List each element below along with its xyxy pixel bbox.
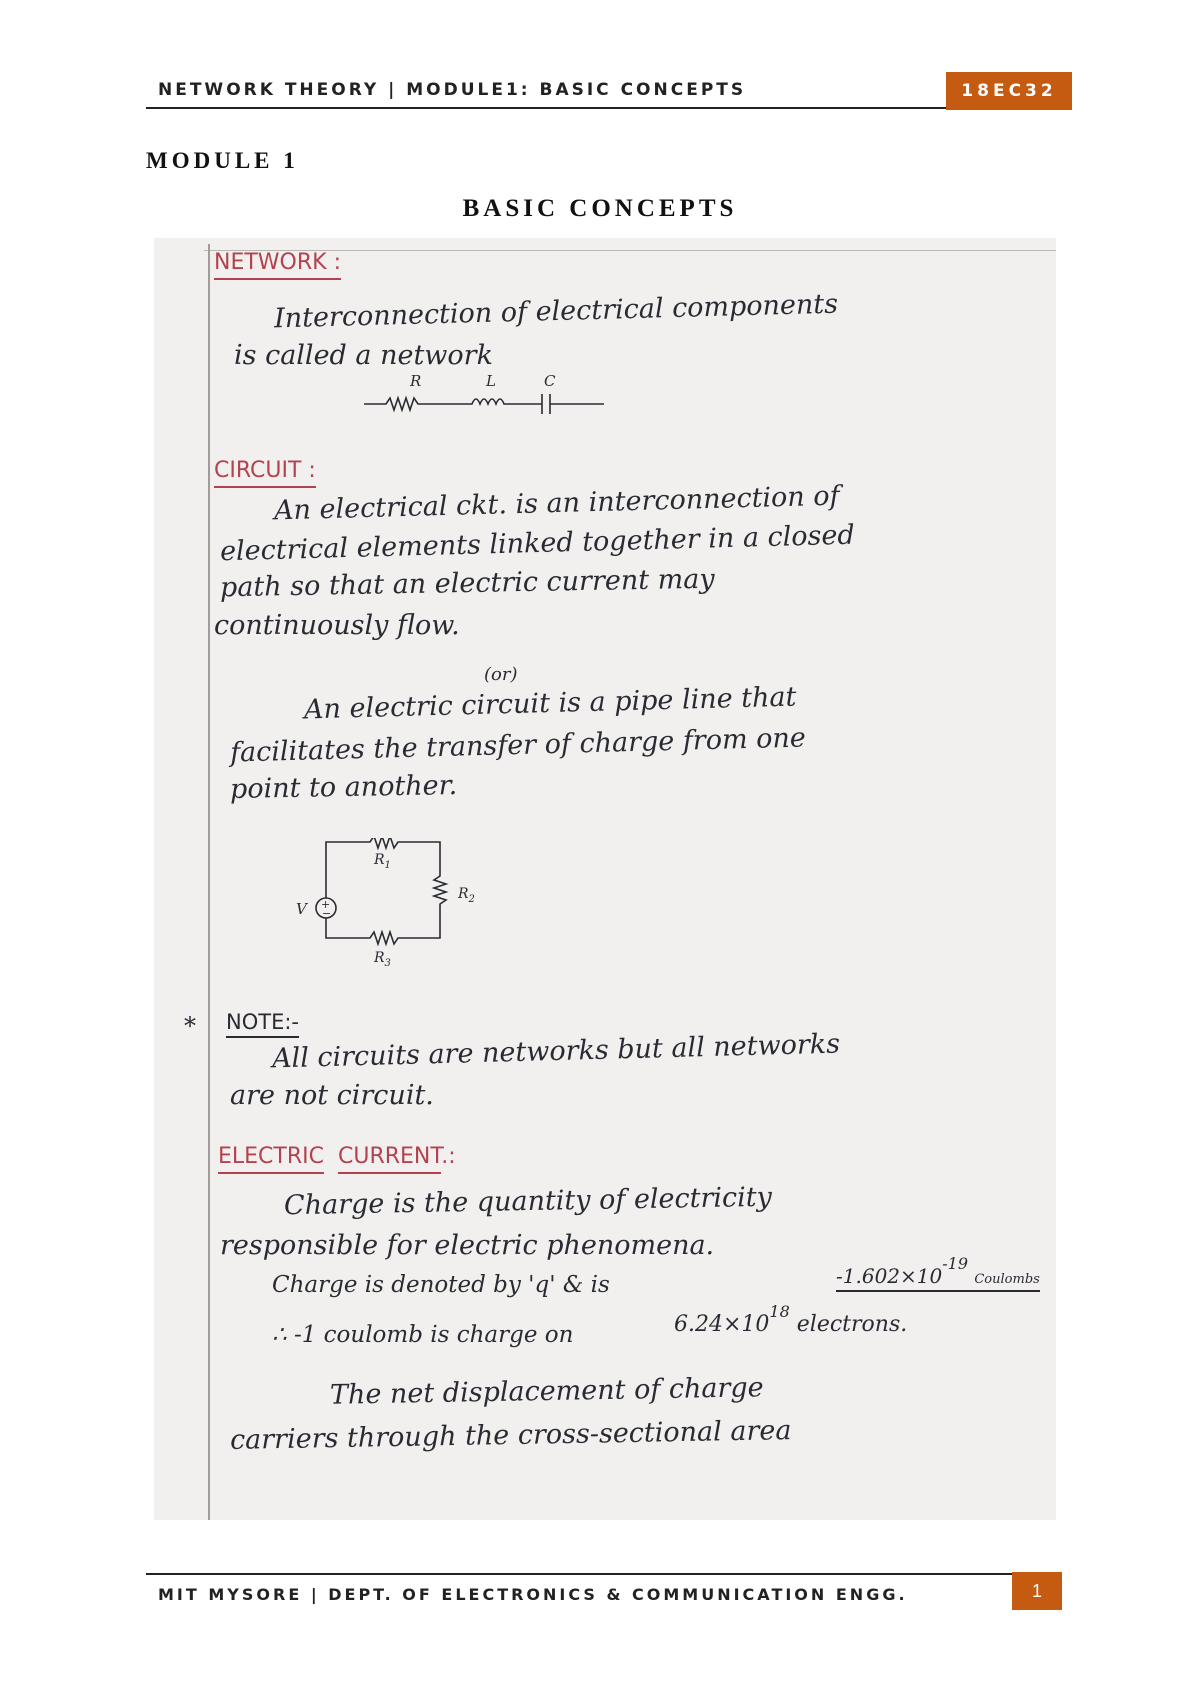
source-minus: −: [322, 907, 332, 920]
source-label: V: [296, 900, 307, 918]
circuit-line-2: point to another.: [229, 770, 458, 805]
module-label: MODULE 1: [146, 148, 299, 173]
circuit-line-2: facilitates the transfer of charge from one: [229, 722, 807, 769]
page-title: BASIC CONCEPTS: [462, 195, 738, 222]
current-line: ∴ -1 coulomb is charge on: [272, 1322, 574, 1348]
note-line: All circuits are networks but all networks: [271, 1028, 841, 1075]
c-symbol-label: C: [544, 372, 556, 390]
note-line: are not circuit.: [230, 1080, 434, 1111]
r3-label: $R_3$: [374, 950, 391, 968]
rlc-symbols: [364, 370, 624, 420]
course-code-badge: 18EC32: [946, 72, 1072, 110]
current-line: Charge is denoted by 'q' & is: [272, 1272, 610, 1298]
series-circuit-diagram: [294, 838, 534, 968]
footer-text: MIT MYSORE | DEPT. OF ELECTRONICS & COMMUNICATION ENGG.: [158, 1585, 908, 1604]
or-label: (or): [484, 664, 518, 685]
current-line: carriers through the cross-sectional area: [229, 1415, 792, 1456]
note-marker: *: [184, 1012, 196, 1040]
footer-rule: [146, 1573, 1012, 1575]
l-symbol-label: L: [486, 372, 496, 390]
electric-current-heading: ELECTRIC CURRENT.:: [218, 1146, 456, 1168]
r-symbol-label: R: [410, 372, 422, 390]
handwritten-notes-photo: [154, 238, 1056, 1520]
circuit-line: path so that an electric current may: [219, 563, 715, 604]
circuit-heading: CIRCUIT :: [214, 458, 316, 488]
charge-value: $-1.602\times 10^{-19}$ Coulombs: [836, 1266, 1040, 1286]
header-title: NETWORK THEORY | MODULE1: BASIC CONCEPTS: [158, 80, 747, 100]
current-line: responsible for electric phenomena.: [220, 1230, 715, 1261]
current-line: The net displacement of charge: [329, 1372, 764, 1411]
r1-label: $R_1$: [374, 852, 391, 871]
circuit-line: An electrical ckt. is an interconnection of: [273, 480, 840, 527]
r2-label: $R_2$: [458, 886, 475, 905]
network-line: is called a network: [234, 340, 493, 371]
circuit-line: continuously flow.: [214, 610, 460, 641]
rlc-circuit-path: [364, 394, 604, 414]
notebook-margin-line: [208, 244, 210, 1520]
current-line: Charge is the quantity of electricity: [283, 1181, 773, 1222]
page-number-badge: 1: [1012, 1572, 1062, 1610]
header-rule: [146, 107, 946, 109]
source-plus: +: [321, 898, 331, 911]
circuit-line-2: An electric circuit is a pipe line that: [303, 681, 797, 726]
note-heading: NOTE:-: [226, 1010, 299, 1038]
circuit-line: electrical elements linked together in a closed: [219, 519, 856, 568]
circuit-wire-path: [326, 838, 446, 944]
electron-count: $6.24\times 10^{18}$ electrons.: [674, 1302, 908, 1337]
network-line: Interconnection of electrical components: [273, 288, 839, 335]
network-heading: NETWORK :: [214, 250, 341, 280]
